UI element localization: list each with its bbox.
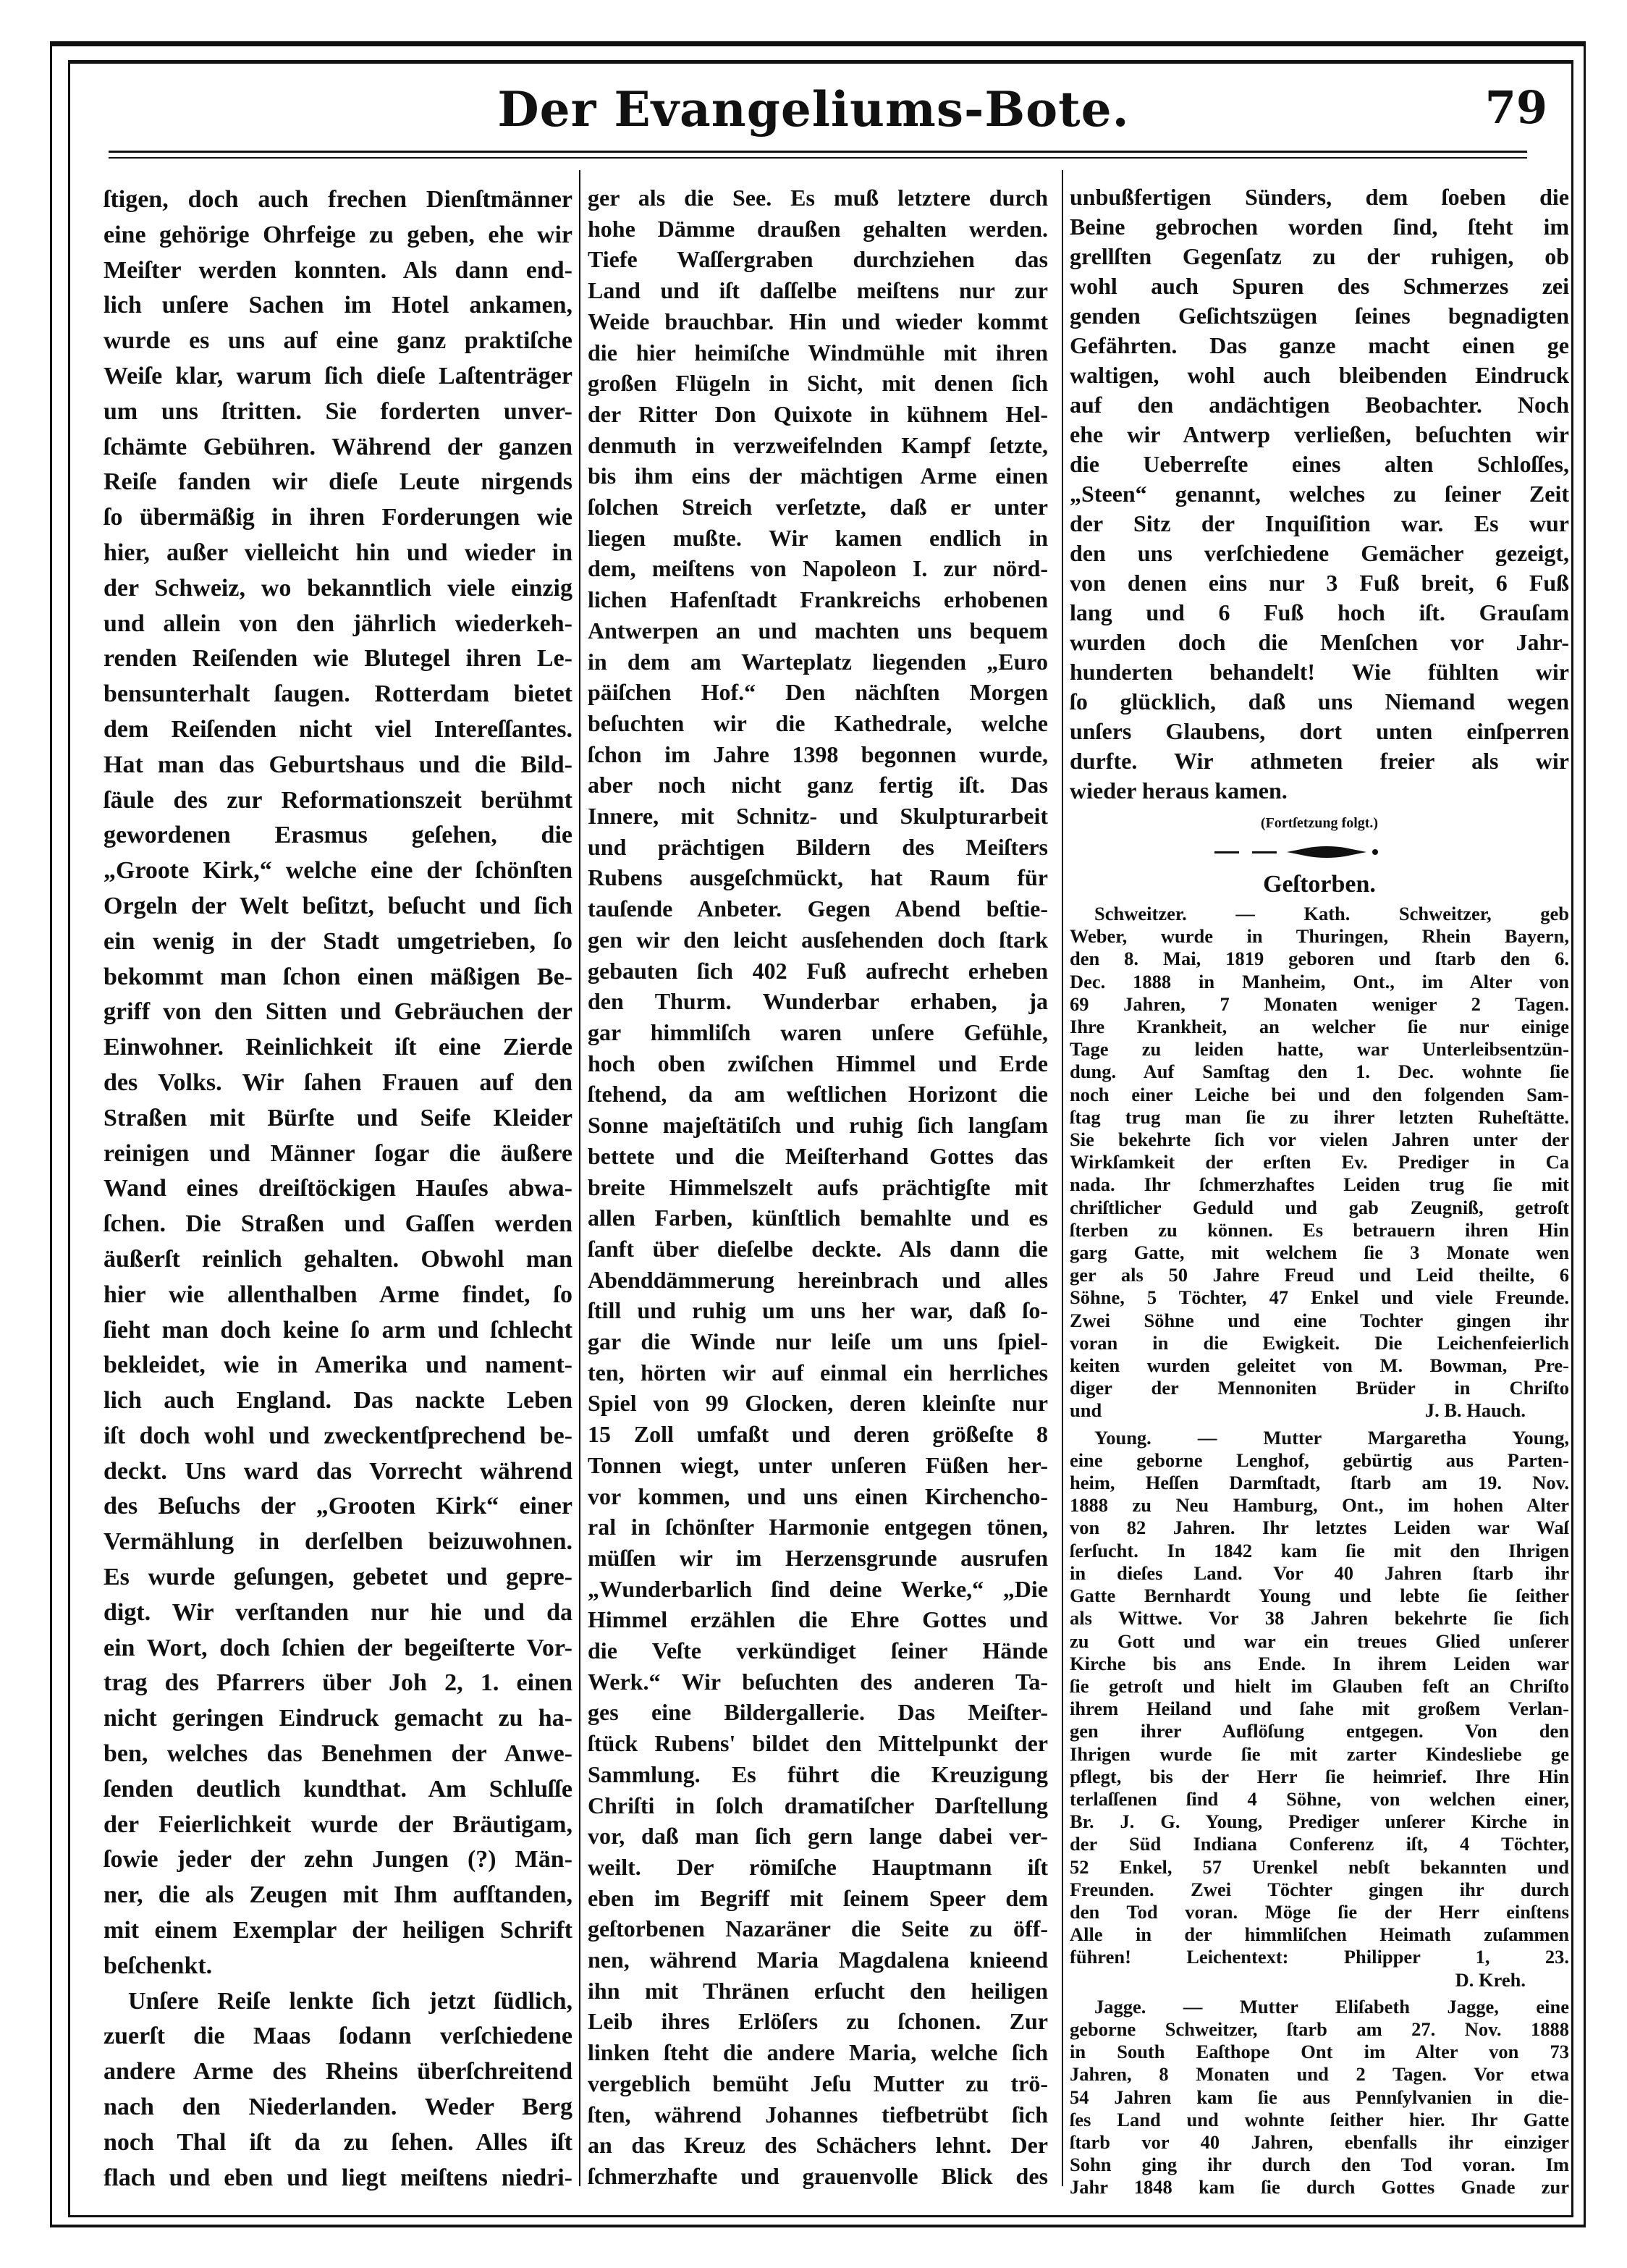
text-line: Söhne, 5 Töchter, 47 Enkel und viele Freunde. [1070,1286,1569,1309]
text-line: ges eine Bildergallerie. Das Meiſter- [588,1699,1048,1726]
text-line: lich unſere Sachen im Hotel ankamen, [103,292,572,319]
text-line: dem, meiſtens von Napoleon I. zur nörd- [588,555,1048,582]
text-line: lang und 6 Fuß hoch iſt. Grauſam [1070,599,1569,625]
text-line: Weiſe klar, warum ſich dieſe Laſtenträger [103,362,572,389]
text-line: von denen eins nur 3 Fuß breit, 6 Fuß [1070,570,1569,596]
text-line: ſäule des zur Reformationszeit berühmt [103,786,572,814]
text-line: unbußfertigen Sünders, dem ſoeben die [1070,184,1569,210]
text-line: Chriſti in ſolch dramatiſcher Darſtellung [588,1792,1048,1818]
text-line: 1888 zu Neu Hamburg, Ont., im hohen Alter [1070,1494,1569,1517]
text-line: in dem am Warteplatz liegenden „Euro [588,648,1048,675]
text-line: garg Gatte, mit welchem ſie 3 Monate wen [1070,1242,1569,1264]
text-line: wohl auch Spuren des Schmerzes zei [1070,273,1569,299]
text-line: noch Thal iſt da zu ſehen. Alles iſt [103,2128,572,2156]
text-line: Br. J. G. Young, Prediger unſerer Kirche in [1070,1810,1569,1833]
signature-prefix: und [1070,1399,1102,1422]
text-line: „Wunderbarlich ſind deine Werke,“ „Die [588,1575,1048,1602]
text-line: Gefährten. Das ganze macht einen ge [1070,332,1569,358]
text-line: Ihre Krankheit, an welcher ſie nur einige [1070,1016,1569,1038]
text-line: Weber, wurde in Thuringen, Rhein Bayern, [1070,925,1569,948]
text-line: flach und eben und liegt meiſtens niedri- [103,2164,572,2191]
text-line: 69 Jahren, 7 Monaten weniger 2 Tagen. [1070,992,1569,1015]
text-line: gewordenen Erasmus geſehen, die [103,822,572,849]
text-line: bekleidet, wie in Amerika und nament- [103,1352,572,1379]
text-line: eine geborne Lenghof, gebürtig aus Parten- [1070,1449,1569,1471]
text-line: ſchämte Gebühren. Während der ganzen [103,433,572,460]
text-line: chriſtlicher Geduld und gab Zeugniß, getroſt [1070,1196,1569,1218]
text-line: gar die Winde nur leiſe um uns ſpiel- [588,1328,1048,1355]
obituaries [1070,903,1569,2199]
text-line: müſſen wir im Herzensgrunde ausrufen [588,1544,1048,1571]
obituary-entry [1070,1427,1569,1991]
text-line: Zwei Söhne und eine Tochter gingen ihr [1070,1309,1569,1331]
text-line: Alle in der himmliſchen Heimath zuſammen [1070,1923,1569,1946]
text-line: eben im Begriff mit ſeinem Speer dem [588,1884,1048,1911]
text-line: von 82 Jahren. Ihr letztes Leiden war Waſ [1070,1517,1569,1539]
text-line: Leib ihres Erlöſers zu ſchonen. Zur [588,2008,1048,2035]
text-line: nada. Ihr ſchmerzhaftes Leiden trug ſie mit [1070,1173,1569,1196]
text-line: allen Farben, künſtlich bemahlte und es [588,1205,1048,1231]
text-line: ſenden deutlich kundthat. Am Schluſſe [103,1775,572,1803]
text-line: ſanft über dieſelbe deckte. Als dann die [588,1235,1048,1262]
text-line: denmuth in verzweifelnden Kampf ſetzte, [588,431,1048,458]
text-line: ſtag trug man ſie zu ihrer letzten Ruheſtätte. [1070,1105,1569,1128]
text-line: beſuchten wir die Kathedrale, welche [588,709,1048,736]
text-line: „Steen“ genannt, welches zu ſeiner Zeit [1070,481,1569,507]
text-line: Sammlung. Es führt die Kreuzigung [588,1761,1048,1787]
text-line: dem Reiſenden nicht viel Intereſſantes. [103,715,572,743]
text-line: Beine gebrochen worden ſind, ſteht im [1070,214,1569,240]
column-3 [1070,182,1569,2204]
text-line: hunderten behandelt! Wie fühlten wir [1070,659,1569,685]
text-line: päiſchen Hof.“ Den nächſten Morgen [588,679,1048,706]
masthead-title: Der Evangeliums-Bote. [497,81,1130,138]
article-continuation [1070,182,1569,806]
text-line: beſchenkt. [103,1952,213,1979]
text-line: um uns ſtritten. Sie forderten unver- [103,397,572,425]
text-line: bettete und die Meiſterhand Gottes das [588,1142,1048,1169]
text-line: Abenddämmerung hereinbrach und alles [588,1266,1048,1293]
text-line: Weide brauchbar. Hin und wieder kommt [588,308,1048,334]
text-line: ſerſucht. In 1842 kam ſie mit den Ihrigen [1070,1539,1569,1561]
text-line: dung. Auf Samſtag den 1. Dec. wohnte ſie [1070,1061,1569,1083]
text-line: führen! Leichentext: Philipper 1, 23. [1070,1946,1569,1968]
text-line: Vermählung in derſelben beizuwohnen. [103,1528,572,1556]
text-line: griff von den Sitten und Gebräuchen der [103,998,572,1026]
text-line: ein Wort, doch ſchien der begeiſterte Vor- [103,1634,572,1661]
text-line: 54 Jahren kam ſie aus Pennſylvanien in die- [1070,2086,1569,2108]
text-line: iſt doch wohl und zweckentſprechend be- [103,1422,572,1449]
text-line: waltigen, wohl auch bleibenden Eindruck [1070,362,1569,388]
text-line: tauſende Anbeter. Gegen Abend beſtie- [588,895,1048,922]
text-line: 15 Zoll umfaßt und deren größeſte 8 [588,1421,1048,1448]
text-line: Sohn ging ihr durch den Tod voran. Im [1070,2154,1569,2176]
text-line: durfte. Wir athmeten freier als wir [1070,748,1569,774]
obituary-signature: J. B. Hauch. [1424,1399,1526,1422]
text-line: ihrem Heiland und ſahe mit großem Verlan- [1070,1698,1569,1720]
text-line: breite Himmelszelt aufs prächtigſte mit [588,1173,1048,1200]
text-line: nicht geringen Eindruck gemacht zu ha- [103,1705,572,1732]
text-line: ſten, während Johannes tiefbetrübt ſich [588,2101,1048,2128]
text-line: ſchmerzhafte und grauenvolle Blick des [588,2163,1048,2189]
text-line: Werk.“ Wir beſuchten des anderen Ta- [588,1668,1048,1695]
text-line: äußerſt reinlich gehalten. Obwohl man [103,1245,572,1273]
text-line: ben, welches das Benehmen der Anwe- [103,1740,572,1768]
text-line: 52 Enkel, 57 Urenkel nebſt bekannten und [1070,1855,1569,1878]
header-rule-top [109,151,1527,153]
column-divider [1062,170,1063,2186]
text-line: Tage zu leiden hatte, war Unterleibsentzün- [1070,1038,1569,1061]
text-line: grellſten Gegenſatz zu der ruhigen, ob [1070,243,1569,269]
text-line: Spiel von 99 Glocken, deren kleinſte nur [588,1390,1048,1417]
text-line: Kirche bis ans Ende. In ihrem Leiden war [1070,1652,1569,1674]
obituary-signature: D. Kreh. [1455,1968,1526,1991]
text-line: des Volks. Wir ſahen Frauen auf den [103,1068,572,1096]
text-line: Meiſter werden konnten. Als dann end- [103,256,572,284]
text-line: der Feierlichkeit wurde der Bräutigam, [103,1810,572,1838]
text-line: hohe Dämme draußen gehalten werden. [588,215,1048,242]
text-line: liegen mußte. Wir kamen endlich in [588,524,1048,551]
text-line: trag des Pfarrers über Joh 2, 1. einen [103,1669,572,1697]
text-line: Einwohner. Reinlichkeit iſt eine Zierde [103,1034,572,1061]
text-line: gar himmliſch waren unſere Gefühle, [588,1019,1048,1045]
text-line: lichen Hafenſtadt Frankreichs erhobenen [588,586,1048,613]
text-line: ten, hörten wir auf einmal ein herrliches [588,1359,1048,1386]
text-line: voran in die Ewigkeit. Die Leichenfeierlich [1070,1331,1569,1354]
text-line: linken ſteht die andere Maria, welche ſich [588,2039,1048,2066]
text-line: der Sitz der Inquiſition war. Es wur [1070,510,1569,536]
text-line: hoch oben zwiſchen Himmel und Erde [588,1050,1048,1076]
obituary-signature-row [1070,1399,1569,1422]
column-2 [588,182,1048,2192]
text-line: „Groote Kirk,“ welche eine der ſchönſten [103,857,572,885]
text-line: ſo übermäßig in ihren Forderungen wie [103,504,572,531]
text-line: gen ihrer Auflöſung entgegen. Von den [1070,1720,1569,1742]
text-line: bis ihm eins der mächtigen Arme einen [588,463,1048,489]
text-line: Sie bekehrte ſich vor vielen Jahren unter der [1070,1129,1569,1151]
text-line: ſowie jeder der zehn Jungen (?) Män- [103,1846,572,1873]
text-line: großen Flügeln in Sicht, mit denen ſich [588,370,1048,397]
text-line: auf den andächtigen Beobachter. Noch [1070,392,1569,418]
text-line: Tonnen wiegt, unter unſeren Füßen her- [588,1451,1048,1478]
text-line: Hat man das Geburtshaus und die Bild- [103,751,572,778]
ornament-icon [1214,845,1424,859]
text-line: die Veſte verkündiget ſeiner Hände [588,1637,1048,1664]
text-line: Straßen mit Bürſte und Seife Kleider [103,1104,572,1131]
text-line: Sonne majeſtätiſch und ruhig ſich langſam [588,1112,1048,1139]
text-line: Innere, mit Schnitz- und Skulpturarbeit [588,803,1048,830]
text-line: ſo glücklich, daß uns Niemand wegen [1070,688,1569,714]
text-line: aber noch nicht ganz fertig iſt. Das [588,772,1048,798]
text-line: wieder heraus kamen. [1070,777,1288,804]
text-line: ſterben zu können. Es betrauern ihren Hin [1070,1218,1569,1241]
text-line: ral in ſchönſter Harmonie entgegen tönen, [588,1514,1048,1540]
text-line: Rubens ausgeſchmückt, hat Raum für [588,864,1048,891]
text-line: ehe wir Antwerp verließen, beſuchten wir [1070,421,1569,447]
text-line: genden Geſichtszügen ſeines begnadigten [1070,303,1569,329]
header-rule-bottom [109,157,1527,159]
text-line: diger der Mennoniten Brüder in Chriſto [1070,1377,1569,1399]
text-line: zu Gott und war ein treues Glied unſerer [1070,1630,1569,1652]
text-line: ſtarb vor 40 Jahren, ebenfalls ihr einziger [1070,2130,1569,2153]
text-line: terlaſſenen ſind 4 Söhne, von welchen einer, [1070,1787,1569,1810]
text-line: Es wurde geſungen, gebetet und gepre- [103,1564,572,1591]
text-line: bekommt man ſchon einen mäßigen Be- [103,963,572,990]
text-line: ihn mit Thränen erſucht den heiligen [588,1977,1048,2004]
obituary-entry [1070,903,1569,1422]
text-line: in dieſes Land. Vor 40 Jahren ſtarb ihr [1070,1561,1569,1584]
text-line: der Süd Indiana Conferenz iſt, 4 Töchter, [1070,1833,1569,1855]
text-line: unſers Glaubens, dort unten einſperren [1070,718,1569,744]
column-1 [103,182,572,2196]
section-heading-obituaries: Geſtorben. [1263,871,1376,898]
text-line: hier, außer vielleicht hin und wieder in [103,539,572,566]
page-number: 79 [1484,81,1547,134]
text-line: in South Eaſthope Ont im Alter von 73 [1070,2041,1569,2063]
text-line: ner, die als Zeugen mit Ihm aufſtanden, [103,1881,572,1909]
text-line: der Schweiz, wo bekanntlich viele einzig [103,574,572,602]
text-line: weilt. Der römiſche Hauptmann iſt [588,1853,1048,1880]
text-line: Tiefe Waſſergraben durchziehen das [588,246,1048,273]
text-line: Wand eines dreiſtöckigen Hauſes abwa- [103,1175,572,1202]
text-line: vor kommen, und uns einen Kirchencho- [588,1483,1048,1509]
text-line: Jahr 1848 kam ſie durch Gottes Gnade zur [1070,2176,1569,2199]
text-line: gebauten ſich 402 Fuß aufrecht erheben [588,957,1048,984]
text-line: Young. — Mutter Margaretha Young, [1094,1426,1569,1449]
text-line: als Wittwe. Vor 38 Jahren bekehrte ſie ſich [1070,1607,1569,1630]
text-line: Schweitzer. — Kath. Schweitzer, geb [1094,903,1569,924]
text-line: Freunden. Zwei Töchter gingen ihr durch [1070,1878,1569,1900]
text-line: keiten wurden geleitet von M. Bowman, Pre- [1070,1354,1569,1377]
obituary-signature-row [1070,1969,1569,1991]
text-line: den Thurm. Wunderbar erhaben, ja [588,988,1048,1015]
text-line: nach den Niederlanden. Weder Berg [103,2094,572,2121]
text-line: wurde es uns auf eine ganz praktiſche [103,327,572,355]
text-line: Ihrigen wurde ſie mit zarter Kindesliebe ge [1070,1742,1569,1765]
text-line: eine gehörige Ohrfeige zu geben, ehe wir [103,221,572,248]
text-line: mit einem Exemplar der heiligen Schrift [103,1917,572,1944]
text-line: Gatte Bernhardt Young und lebte ſie ſeither [1070,1585,1569,1607]
text-line: Wirkſamkeit der erſten Ev. Prediger in Ca [1070,1151,1569,1173]
text-line: hier wie allenthalben Arme findet, ſo [103,1281,572,1308]
text-line: den Tod voran. Möge ſie der Herr einſtens [1070,1900,1569,1923]
text-line: die hier heimiſche Windmühle mit ihren [588,339,1048,366]
text-line: ſchon im Jahre 1398 begonnen wurde, [588,741,1048,767]
text-line: deckt. Uns ward das Vorrecht während [103,1457,572,1485]
text-line: wurden doch die Menſchen vor Jahr- [1070,629,1569,655]
text-line: vor, daß man ſich gern lange dabei ver- [588,1823,1048,1850]
text-line: ſtill und ruhig um uns her war, daß ſo- [588,1297,1048,1324]
obituary-entry [1070,1996,1569,2199]
text-line: ſes Land und wohnte ſeither hier. Ihr Gatte [1070,2108,1569,2130]
text-line: Land und iſt daſſelbe meiſtens nur zur [588,277,1048,304]
text-line: Orgeln der Welt beſitzt, beſucht und ſich [103,892,572,919]
text-line: ger als 50 Jahre Freud und Leid theilte, 6 [1070,1264,1569,1286]
text-line: den uns verſchiedene Gemächer gezeigt, [1070,540,1569,566]
text-line: gen wir den leicht ausſehenden doch ſtark [588,926,1048,953]
text-line: Dec. 1888 in Manheim, Ont., im Alter von [1070,970,1569,992]
text-line: des Beſuchs der „Grooten Kirk“ einer [103,1493,572,1520]
text-line: Jagge. — Mutter Eliſabeth Jagge, eine [1094,1995,1569,2018]
text-line: ſolchen Streich verſetzte, daß er unter [588,494,1048,520]
text-line: digt. Wir verſtanden nur hie und da [103,1598,572,1626]
text-line: noch einer Leiche bei und den folgenden Sam- [1070,1083,1569,1105]
text-line: nen, während Maria Magdalena knieend [588,1947,1048,1973]
text-line: ein wenig in der Stadt umgetrieben, ſo [103,927,572,955]
text-line: Jahren, 8 Monaten und 2 Tagen. Vor etwa [1070,2063,1569,2086]
text-line: ſchen. Die Straßen und Gaſſen werden [103,1210,572,1238]
text-line: und allein von den jährlich wiederkeh- [103,610,572,637]
text-line: pflegt, bis der Herr ſie heimrief. Ihre Hin [1070,1765,1569,1787]
text-line: Antwerpen an und machten uns bequem [588,617,1048,644]
text-line: zuerſt die Maas ſodann verſchiedene [103,2023,572,2050]
text-line: geſtorbenen Nazaräner die Seite zu öff- [588,1915,1048,1942]
text-line: bensunterhalt ſaugen. Rotterdam bietet [103,680,572,708]
text-line: den 8. Mai, 1819 geboren und ſtarb den 6. [1070,948,1569,970]
text-line: ſtück Rubens' bildet den Mittelpunkt der [588,1730,1048,1757]
text-line: geborne Schweitzer, ſtarb am 27. Nov. 1888 [1070,2018,1569,2040]
ornament-divider [1070,838,1569,867]
text-line: ſie getroſt und hielt im Glauben feſt an Chriſto [1070,1674,1569,1697]
text-line: andere Arme des Rheins überſchreitend [103,2058,572,2086]
text-line: an das Kreuz des Schächers lehnt. Der [588,2132,1048,2159]
text-line: lich auch England. Das nackte Leben [103,1387,572,1415]
text-line: ger als die See. Es muß letztere durch [588,185,1048,211]
text-line: renden Reiſenden wie Blutegel ihren Le- [103,645,572,673]
text-line: die Ueberreſte eines alten Schloſſes, [1070,451,1569,477]
text-line: Reiſe fanden wir dieſe Leute nirgends [103,468,572,496]
text-line: reinigen und Männer ſogar die äußere [103,1139,572,1167]
text-line: ſtehend, da am weſtlichen Horizont die [588,1081,1048,1108]
text-line: ſieht man doch keine ſo arm und ſchlecht [103,1316,572,1344]
text-line: und prächtigen Bildern des Meiſters [588,833,1048,860]
text-line: Unſere Reiſe lenkte ſich jetzt ſüdlich, [128,1987,572,2015]
text-line: vergeblich bemüht Jeſu Mutter zu trö- [588,2070,1048,2096]
text-line: heim, Heſſen Darmſtadt, ſtarb am 19. Nov. [1070,1472,1569,1494]
continued-note: (Fortſetzung folgt.) [1260,815,1379,831]
column-divider [579,170,580,2186]
text-line: der Ritter Don Quixote in kühnem Hel- [588,400,1048,427]
text-line: ſtigen, doch auch frechen Dienſtmänner [103,186,572,213]
text-line: Himmel erzählen die Ehre Gottes und [588,1606,1048,1633]
